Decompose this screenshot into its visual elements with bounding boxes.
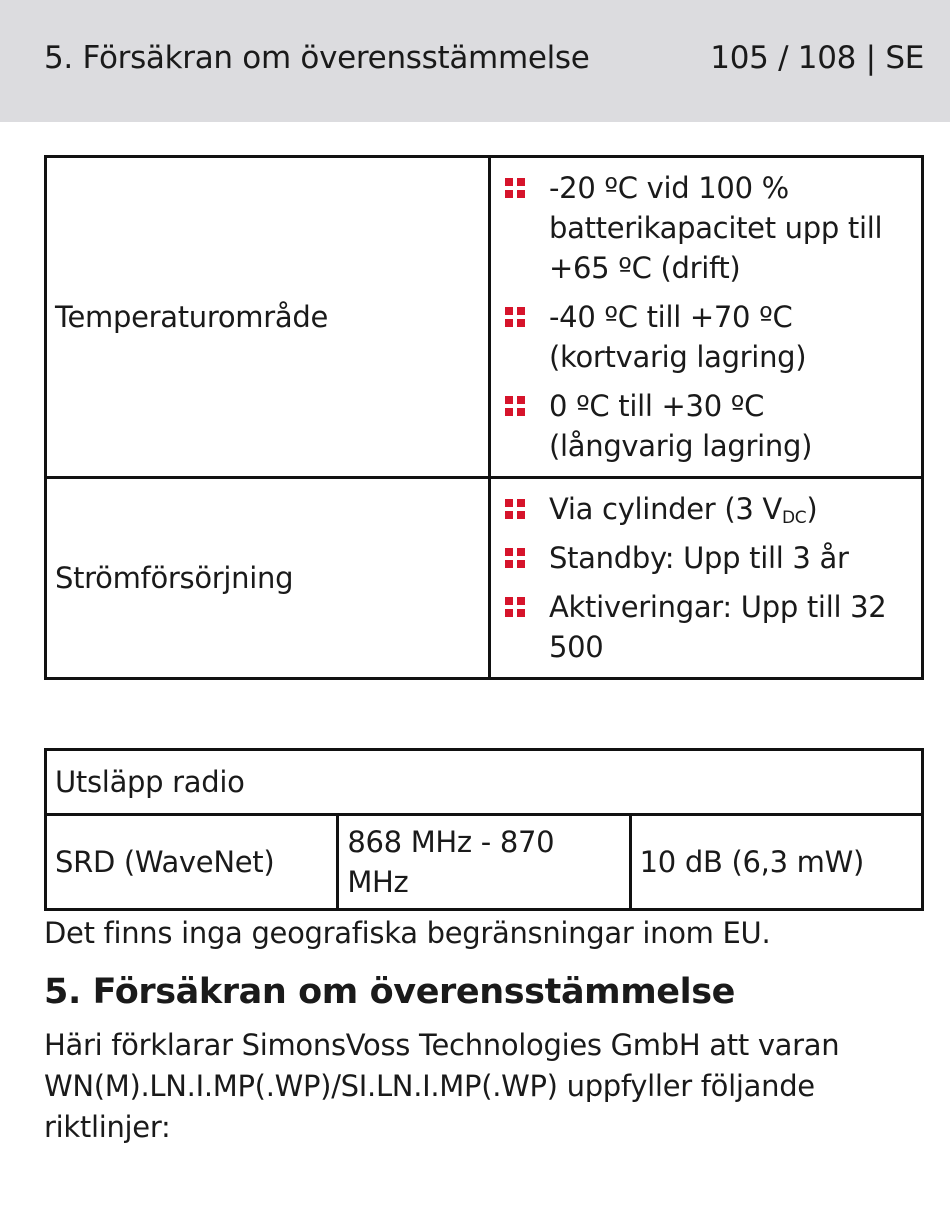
list-item bbox=[505, 587, 911, 667]
list-item-text: -40 ºC till +70 ºC (kortvarig lagring) bbox=[549, 300, 807, 374]
list-item-text: -20 ºC vid 100 % batterikapacitet upp till +65 ºC (drift) bbox=[549, 171, 883, 285]
table-row bbox=[46, 815, 923, 910]
table-row bbox=[46, 478, 923, 679]
supply-prefix: Via cylinder (3 V bbox=[549, 492, 782, 526]
table-row bbox=[46, 157, 923, 478]
page-header bbox=[0, 0, 950, 122]
table-cell: SRD (WaveNet) bbox=[46, 815, 338, 910]
table-cell: 10 dB (6,3 mW) bbox=[630, 815, 922, 910]
red-bullet-icon bbox=[505, 597, 525, 617]
header-title: 5. Försäkran om överensstämmelse bbox=[44, 40, 590, 76]
red-bullet-icon bbox=[505, 178, 525, 198]
list-item bbox=[505, 297, 911, 377]
list-item bbox=[505, 168, 911, 288]
list-item-text bbox=[549, 489, 911, 529]
list-item bbox=[505, 489, 911, 529]
supply-subscript: DC bbox=[781, 508, 807, 528]
spec-values-power bbox=[490, 478, 923, 679]
list-item-text: Standby: Upp till 3 år bbox=[549, 541, 849, 575]
table-row bbox=[46, 750, 923, 815]
spec-label-temperature: Temperaturområde bbox=[46, 157, 490, 478]
list-item bbox=[505, 386, 911, 466]
list-item-text: Aktiveringar: Upp till 32 500 bbox=[549, 590, 887, 664]
spec-table bbox=[44, 155, 924, 680]
section-heading: 5. Försäkran om överensstämmelse bbox=[44, 972, 736, 1012]
table-cell: 868 MHz - 870 MHz bbox=[338, 815, 630, 910]
red-bullet-icon bbox=[505, 499, 525, 519]
spec-label-power: Strömförsörjning bbox=[46, 478, 490, 679]
red-bullet-icon bbox=[505, 307, 525, 327]
red-bullet-icon bbox=[505, 548, 525, 568]
geographic-note: Det finns inga geografiska begränsningar inom EU. bbox=[44, 916, 771, 950]
red-bullet-icon bbox=[505, 396, 525, 416]
radio-emission-table bbox=[44, 748, 924, 911]
list-item-text: 0 ºC till +30 ºC (långvarig lagring) bbox=[549, 389, 813, 463]
section-body: Häri förklarar SimonsVoss Technologies GmbH att varan WN(M).LN.I.MP(.WP)/SI.LN.I.MP(.WP) uppfyller följande riktlinjer: bbox=[44, 1028, 840, 1144]
list-item bbox=[505, 538, 911, 578]
page-indicator: 105 / 108 | SE bbox=[710, 40, 924, 76]
supply-suffix: ) bbox=[806, 492, 818, 526]
radio-table-title: Utsläpp radio bbox=[46, 750, 923, 815]
spec-values-temperature bbox=[490, 157, 923, 478]
